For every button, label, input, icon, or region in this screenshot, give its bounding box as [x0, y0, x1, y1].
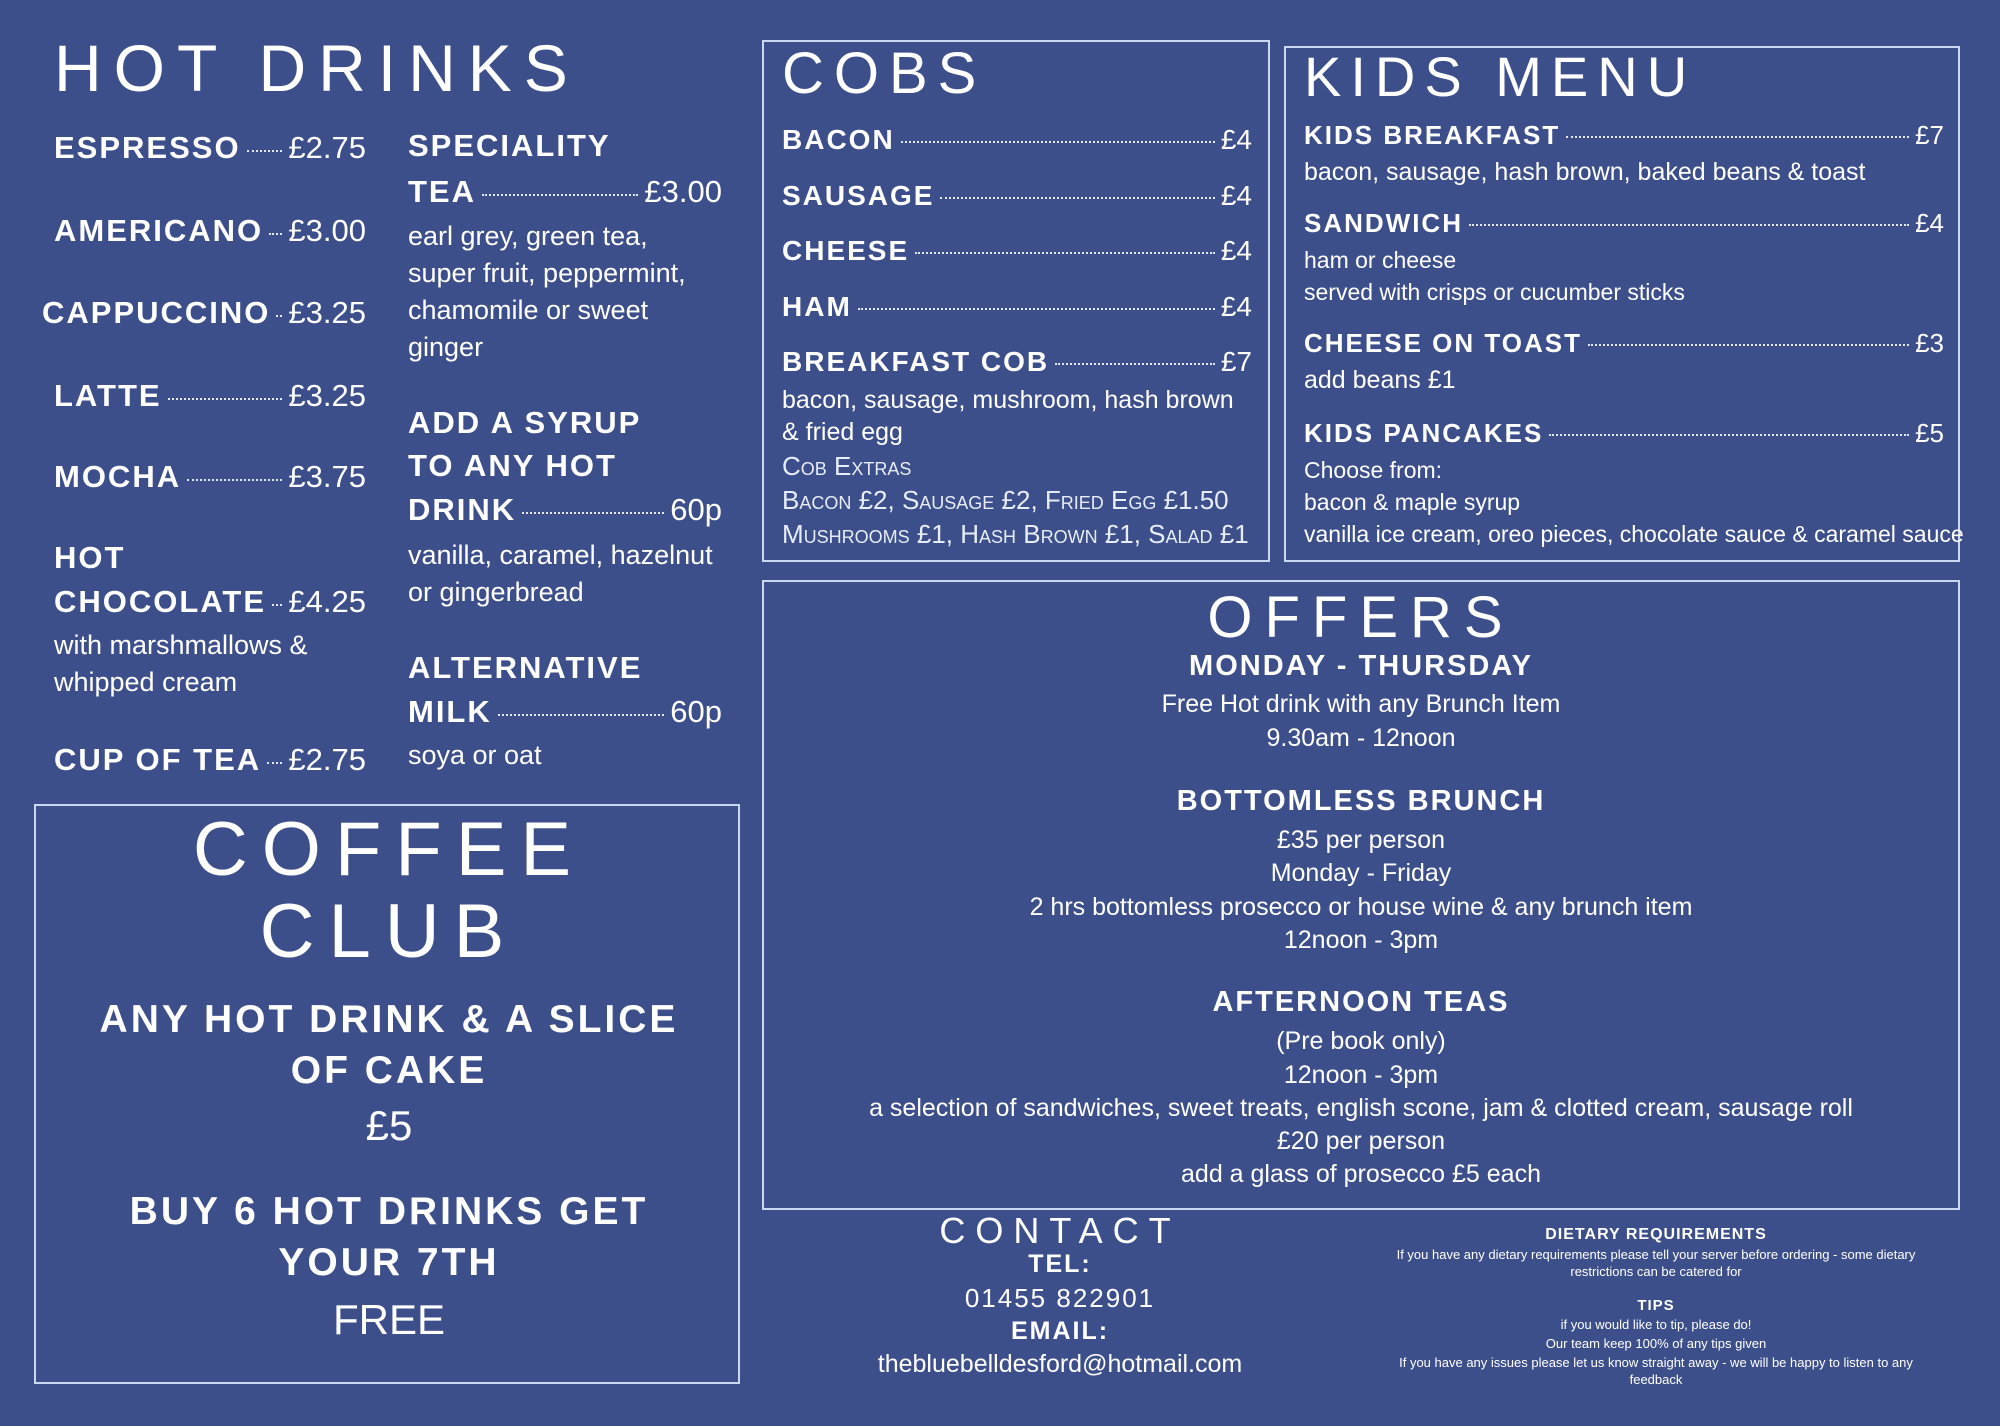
- teas-heading: AFTERNOON TEAS: [1212, 986, 1510, 1018]
- cob-row-bacon: [782, 124, 1252, 156]
- drink-price: £2.75: [288, 742, 366, 777]
- dot-leader: [901, 141, 1215, 143]
- dot-leader: [940, 197, 1214, 199]
- dot-leader: [915, 252, 1215, 254]
- dot-leader: [1469, 224, 1909, 226]
- drink-name: AMERICANO: [54, 213, 264, 248]
- drink-price: £3.75: [288, 459, 366, 494]
- brunch-line-3: 2 hrs bottomless prosecco or house wine & any brunch item: [1029, 893, 1693, 921]
- dietary-text: If you have any dietary requirements please tell your server before ordering - some dietary restrictions can be catered for: [1396, 1247, 1916, 1279]
- tips-line-1: if you would like to tip, please do!: [1560, 1317, 1752, 1332]
- teas-line-5: add a glass of prosecco £5 each: [1181, 1160, 1541, 1188]
- coffee-club-offer-1-price: £5: [365, 1102, 413, 1149]
- cob-price: £7: [1220, 346, 1252, 377]
- dot-leader: [1055, 363, 1215, 365]
- alt-milk-line1: ALTERNATIVE: [408, 650, 643, 685]
- drink-name: TEA: [408, 174, 476, 209]
- coffee-club-offer-2: BUY 6 HOT DRINKS GET YOUR 7TH: [129, 1190, 649, 1284]
- kids-item-price: £3: [1915, 328, 1944, 358]
- hot-chocolate-line1: HOT: [54, 540, 126, 575]
- hot-chocolate-desc: with marshmallows & whipped cream: [54, 630, 308, 697]
- drink-row-cup-of-tea: [54, 742, 366, 778]
- cob-row-cheese: [782, 235, 1252, 267]
- dot-leader: [267, 762, 282, 764]
- drink-name: CUP OF TEA: [54, 742, 262, 777]
- contact-email[interactable]: thebluebelldesford@hotmail.com: [877, 1350, 1243, 1378]
- brunch-line-4: 12noon - 3pm: [1283, 926, 1439, 954]
- coffee-club-offer-2-value: FREE: [332, 1296, 445, 1343]
- contact-tel-label: TEL:: [1028, 1250, 1092, 1278]
- drink-price: 60p: [670, 694, 722, 729]
- contact-tel[interactable]: 01455 822901: [964, 1283, 1156, 1313]
- contact-email-label: EMAIL:: [1010, 1317, 1110, 1345]
- drink-row-americano: [54, 213, 366, 249]
- cob-extras-line-2: Mushrooms £1, Hash Brown £1, Salad £1: [782, 519, 1249, 549]
- dot-leader: [247, 150, 283, 152]
- drink-price: 60p: [670, 492, 722, 527]
- dot-leader: [482, 194, 638, 196]
- drink-name: CAPPUCCINO: [42, 295, 271, 330]
- cobs-box: [762, 40, 1270, 562]
- drink-row-mocha: [54, 459, 366, 495]
- drink-price: £3.00: [288, 213, 366, 248]
- brunch-line-1: £35 per person: [1276, 826, 1446, 854]
- drink-row-latte: [54, 378, 366, 414]
- speciality-tea-line1: SPECIALITY: [408, 128, 611, 163]
- cob-price: £4: [1220, 235, 1252, 266]
- drink-row-alt-milk: [408, 694, 722, 730]
- drink-name: ESPRESSO: [54, 130, 241, 165]
- drink-row-hot-chocolate: [54, 584, 366, 620]
- syrup-line2: TO ANY HOT: [408, 448, 617, 483]
- cob-extras-title: Cob Extras: [782, 451, 912, 481]
- kids-row-pancakes: [1304, 418, 1944, 449]
- monday-line-2: 9.30am - 12noon: [1266, 724, 1456, 752]
- kids-row-sandwich: [1304, 208, 1944, 239]
- kids-item-name: KIDS PANCAKES: [1304, 418, 1544, 448]
- kids-cheese-toast-desc: add beans £1: [1304, 366, 1456, 394]
- dietary-title: DIETARY REQUIREMENTS: [1545, 1226, 1767, 1243]
- tips-line-2: Our team keep 100% of any tips given: [1545, 1336, 1767, 1351]
- cob-price: £4: [1220, 124, 1252, 155]
- drink-row-syrup: [408, 492, 722, 528]
- kids-item-name: CHEESE ON TOAST: [1304, 328, 1583, 358]
- dot-leader: [276, 315, 282, 317]
- tips-title: TIPS: [1637, 1297, 1675, 1314]
- drink-name: MILK: [408, 694, 492, 729]
- cob-price: £4: [1220, 180, 1252, 211]
- drink-name: CHOCOLATE: [54, 584, 267, 619]
- cob-row-breakfast: [782, 346, 1252, 378]
- syrup-desc: vanilla, caramel, hazelnut or gingerbread: [408, 540, 713, 607]
- syrup-line1: ADD A SYRUP: [408, 405, 642, 440]
- brunch-line-2: Monday - Friday: [1270, 859, 1452, 887]
- drink-name: LATTE: [54, 378, 162, 413]
- monday-heading: MONDAY - THURSDAY: [1189, 650, 1533, 682]
- cob-extras-line-1: Bacon £2, Sausage £2, Fried Egg £1.50: [782, 485, 1229, 515]
- drink-price: £2.75: [288, 130, 366, 165]
- dot-leader: [1549, 434, 1909, 436]
- kids-item-price: £7: [1915, 120, 1944, 150]
- drink-row-speciality-tea: [408, 174, 722, 210]
- cob-row-sausage: [782, 180, 1252, 212]
- hot-drinks-title: HOT DRINKS: [54, 31, 580, 105]
- dot-leader: [498, 714, 665, 716]
- dot-leader: [1588, 344, 1909, 346]
- kids-sandwich-desc-2: served with crisps or cucumber sticks: [1304, 279, 1685, 305]
- offers-title: OFFERS: [1207, 585, 1515, 650]
- brunch-heading: BOTTOMLESS BRUNCH: [1176, 785, 1546, 817]
- kids-pancakes-desc-2: bacon & maple syrup: [1304, 489, 1521, 515]
- cob-name: BREAKFAST COB: [782, 346, 1050, 377]
- speciality-tea-desc: earl grey, green tea, super fruit, peppermint, chamomile or sweet ginger: [408, 221, 686, 362]
- kids-menu-box: [1284, 45, 1964, 562]
- kids-menu-title: KIDS MENU: [1304, 45, 1697, 108]
- dot-leader: [269, 233, 282, 235]
- dot-leader: [522, 512, 664, 514]
- kids-row-breakfast: [1304, 120, 1944, 151]
- kids-item-price: £4: [1915, 208, 1944, 238]
- kids-pancakes-desc-3: vanilla ice cream, oreo pieces, chocolate sauce & caramel sauce: [1304, 521, 1964, 547]
- drink-name: DRINK: [408, 492, 517, 527]
- offers-box: [762, 580, 1960, 1210]
- alt-milk-desc: soya or oat: [408, 740, 542, 770]
- coffee-club-box: [34, 804, 740, 1384]
- tips-line-3: If you have any issues please let us know straight away - we will be happy to listen to any feedback: [1399, 1355, 1913, 1387]
- coffee-club-title-1: COFFEE: [192, 807, 586, 892]
- dot-leader: [272, 604, 282, 606]
- drink-row-cappuccino: [42, 295, 366, 331]
- coffee-club-offer-1: ANY HOT DRINK & A SLICE OF CAKE: [99, 998, 679, 1092]
- cob-row-ham: [782, 291, 1252, 323]
- kids-item-name: SANDWICH: [1304, 208, 1463, 238]
- teas-line-4: £20 per person: [1276, 1127, 1446, 1155]
- dot-leader: [1566, 136, 1909, 138]
- kids-pancakes-desc-1: Choose from:: [1304, 457, 1443, 483]
- cob-price: £4: [1220, 291, 1252, 322]
- cob-name: BACON: [782, 124, 895, 155]
- dot-leader: [187, 479, 282, 481]
- drink-row-espresso: [54, 130, 366, 166]
- teas-line-2: 12noon - 3pm: [1283, 1061, 1439, 1089]
- drink-price: £3.25: [288, 295, 366, 330]
- drink-price: £4.25: [288, 584, 366, 619]
- drink-price: £3.00: [644, 174, 722, 209]
- cobs-title: COBS: [782, 41, 987, 106]
- cob-name: HAM: [782, 291, 852, 322]
- breakfast-cob-desc: bacon, sausage, mushroom, hash brown & fried egg: [782, 386, 1234, 446]
- kids-item-price: £5: [1915, 418, 1944, 448]
- kids-item-name: KIDS BREAKFAST: [1304, 120, 1561, 150]
- dot-leader: [168, 398, 283, 400]
- cob-name: SAUSAGE: [782, 180, 935, 211]
- kids-row-cheese-on-toast: [1304, 328, 1944, 359]
- monday-line-1: Free Hot drink with any Brunch Item: [1161, 690, 1561, 718]
- teas-line-1: (Pre book only): [1276, 1027, 1446, 1055]
- dot-leader: [858, 308, 1215, 310]
- kids-sandwich-desc-1: ham or cheese: [1304, 247, 1457, 273]
- contact-title: CONTACT: [939, 1210, 1181, 1251]
- kids-breakfast-desc: bacon, sausage, hash brown, baked beans & toast: [1304, 158, 1866, 186]
- drink-price: £3.25: [288, 378, 366, 413]
- teas-line-3: a selection of sandwiches, sweet treats, english scone, jam & clotted cream, sausage roll: [869, 1094, 1853, 1122]
- drink-name: MOCHA: [54, 459, 182, 494]
- cob-name: CHEESE: [782, 235, 910, 266]
- coffee-club-title-2: CLUB: [259, 889, 519, 974]
